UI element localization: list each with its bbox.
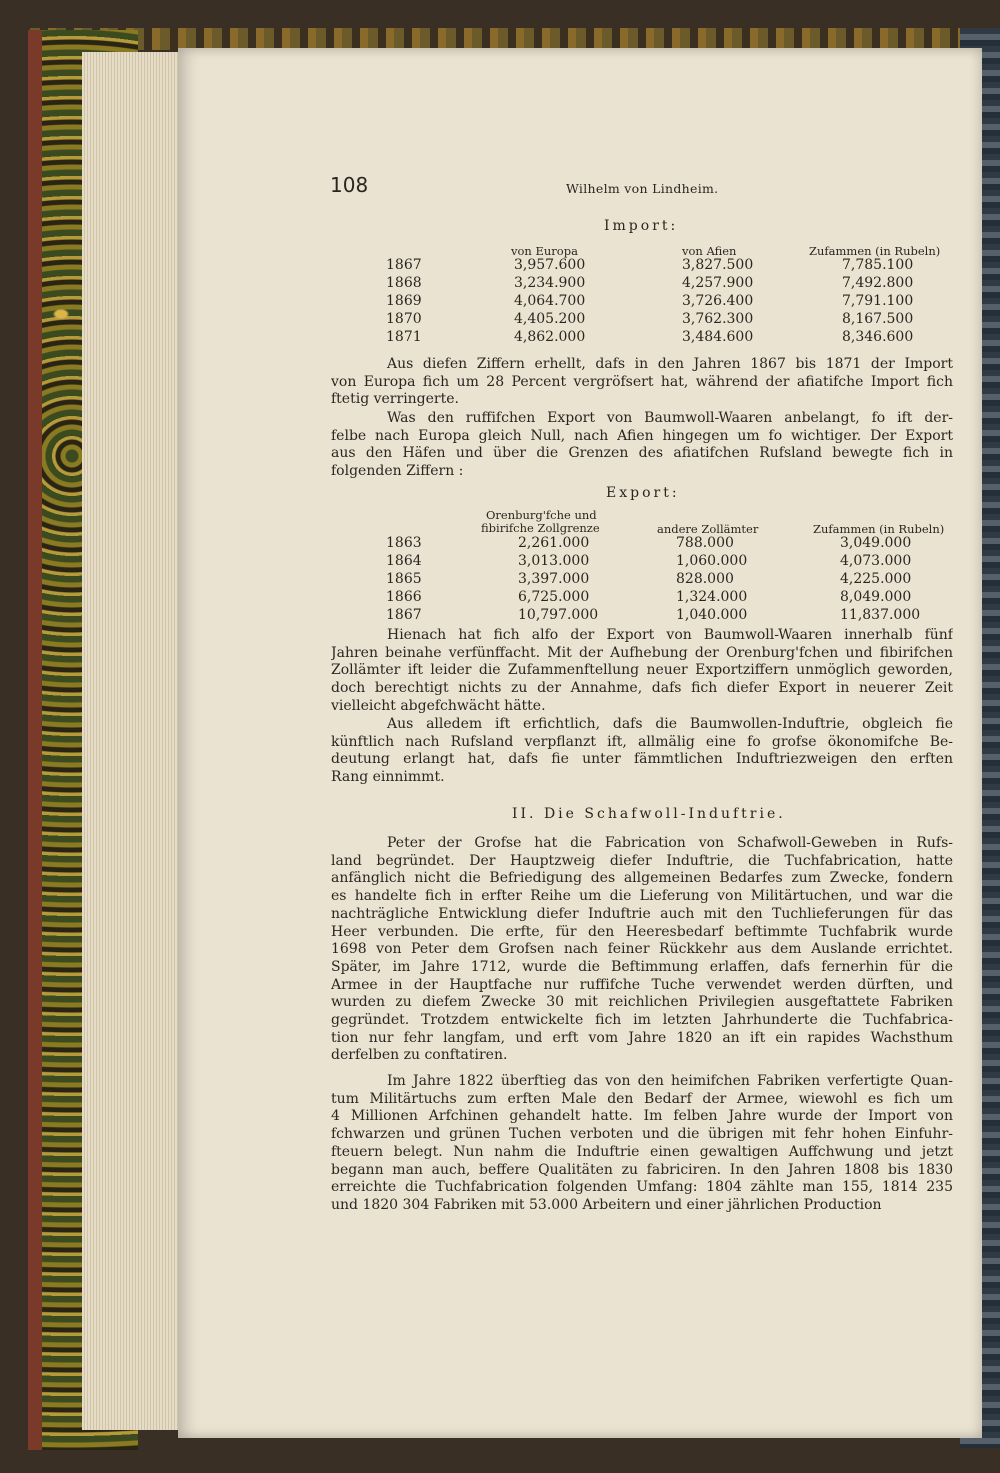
export-cell-total: 8,049.000 bbox=[840, 589, 912, 606]
cover-top-edge bbox=[30, 28, 980, 50]
import-cell-asien: 3,726.400 bbox=[682, 293, 754, 310]
export-cell-total: 3,049.000 bbox=[840, 535, 912, 551]
import-cell-asien: 3,827.500 bbox=[682, 257, 754, 273]
paragraph-peter-der-grosse bbox=[331, 835, 953, 1065]
import-col-asien: von Afien bbox=[682, 244, 737, 258]
import-cell-total: 7,791.100 bbox=[842, 293, 914, 310]
page-stack-edges bbox=[82, 52, 182, 1430]
import-cell-year: 1867 bbox=[386, 257, 422, 273]
import-cell-year: 1871 bbox=[386, 329, 422, 346]
export-heading: Export: bbox=[606, 485, 680, 501]
text-line: folgenden Ziffern : bbox=[331, 463, 464, 480]
import-col-europa: von Europa bbox=[511, 244, 578, 258]
text-line: deutung erlangt hat, dafs fie unter fämmtlichen Induftriezweigen den erften bbox=[331, 751, 953, 768]
export-col-orenburg-1: Orenburg'fche und bbox=[486, 508, 597, 522]
text-line: vielleicht abgefchwächt hätte. bbox=[331, 697, 546, 714]
export-cell-year: 1866 bbox=[386, 589, 422, 606]
import-cell-total: 8,167.500 bbox=[842, 311, 914, 328]
text-line: fteuern belegt. Nun nahm die Induftrie einen gewaltigen Auffchwung und jetzt bbox=[331, 1143, 953, 1160]
export-cell-orenburg: 2,261.000 bbox=[518, 535, 590, 551]
text-line: künftlich nach Rufsland verpflanzt ift, allmälig eine fo grofse ökonomifche Be- bbox=[331, 733, 953, 750]
text-line: Aus diefen Ziffern erhellt, dafs in den Jahren 1867 bis 1871 der Import bbox=[387, 356, 953, 372]
import-cell-total: 8,346.600 bbox=[842, 329, 914, 346]
export-cell-andere: 1,060.000 bbox=[676, 553, 748, 570]
export-cell-orenburg: 3,013.000 bbox=[518, 553, 590, 570]
text-line: aus den Häfen und über die Grenzen des afiatifchen Rufsland bewegte fich in bbox=[331, 445, 953, 462]
text-line: Was den ruffifchen Export von Baumwoll-Waaren anbelangt, fo ift der- bbox=[387, 410, 953, 426]
export-cell-andere: 828.000 bbox=[676, 571, 734, 588]
paragraph-1822 bbox=[331, 1073, 953, 1215]
paragraph-export-intro bbox=[331, 410, 953, 481]
text-line: wurden zu diefem Zwecke 30 mit reichlichen Privilegien ausgeftattete Fabriken bbox=[331, 994, 953, 1011]
text-line: derfelben zu conftatiren. bbox=[331, 1047, 508, 1064]
export-cell-total: 4,225.000 bbox=[840, 571, 912, 588]
export-col-orenburg-2: fibirifche Zollgrenze bbox=[481, 521, 600, 535]
export-cell-year: 1867 bbox=[386, 607, 422, 624]
paragraph-conclusion bbox=[331, 716, 953, 787]
import-heading: Import: bbox=[604, 218, 679, 234]
text-line: anfänglich nicht die Befriedigung des allgemeinen Bedarfes zum Zwecke, fondern bbox=[331, 870, 953, 887]
import-cell-year: 1869 bbox=[386, 293, 422, 310]
text-line: tum Militärtuchs zum erften Male den Bedarf der Armee, wiewohl es fich um bbox=[331, 1090, 953, 1107]
import-cell-europa: 4,064.700 bbox=[514, 293, 586, 310]
export-cell-andere: 1,040.000 bbox=[676, 607, 748, 624]
section-title: II. Die Schafwoll-Induftrie. bbox=[512, 806, 786, 822]
text-line: Aus alledem ift erfichtlich, dafs die Baumwollen-Induftrie, obgleich fie bbox=[387, 716, 953, 732]
import-cell-europa: 4,405.200 bbox=[514, 311, 586, 328]
import-cell-europa: 4,862.000 bbox=[514, 329, 586, 346]
text-line: Zollämter ift leider die Zufammenftellung neuer Exportziffern unmöglich geworden, bbox=[331, 662, 953, 679]
export-cell-orenburg: 6,725.000 bbox=[518, 589, 590, 606]
export-cell-total: 11,837.000 bbox=[840, 607, 921, 624]
text-line: es handelte fich in erfter Reihe um die Lieferung von Militärtuchen, und war die bbox=[331, 888, 953, 905]
import-col-total: Zufammen (in Rubeln) bbox=[809, 244, 941, 258]
text-line: Rang einnimmt. bbox=[331, 769, 445, 786]
text-line: Peter der Grofse hat die Fabrication von Schafwoll-Geweben in Rufs- bbox=[387, 835, 953, 851]
export-cell-andere: 1,324.000 bbox=[676, 589, 748, 606]
text-line: Heer verbunden. Die erfte, für den Heeresbedarf beftimmte Tuchfabrik wurde bbox=[331, 923, 953, 940]
running-title: Wilhelm von Lindheim. bbox=[566, 181, 719, 196]
page-number: 108 bbox=[330, 173, 369, 197]
import-cell-year: 1868 bbox=[386, 275, 422, 292]
import-cell-europa: 3,957.600 bbox=[514, 257, 586, 273]
text-line: nachträgliche Entwicklung diefer Induftrie auch mit den Tuchlieferungen für das bbox=[331, 905, 953, 922]
text-line: begann man auch, beffere Qualitäten zu fabriciren. In den Jahren 1808 bis 1830 bbox=[331, 1161, 953, 1178]
export-cell-year: 1864 bbox=[386, 553, 422, 570]
paragraph-export-summary bbox=[331, 627, 953, 716]
import-cell-asien: 3,762.300 bbox=[682, 311, 754, 328]
export-cell-year: 1863 bbox=[386, 535, 422, 551]
text-line: 4 Millionen Arfchinen gehandelt hatte. Im felben Jahre wurde der Import von bbox=[331, 1108, 953, 1125]
text-line: von Europa fich um 28 Percent vergröfsert hat, während der afiatifche Import fich bbox=[331, 373, 953, 390]
import-cell-year: 1870 bbox=[386, 311, 422, 328]
import-cell-europa: 3,234.900 bbox=[514, 275, 586, 292]
text-line: Jahren beinahe verfünffacht. Mit der Aufhebung der Orenburg'fchen und fibirifchen bbox=[331, 644, 953, 661]
text-line: ftetig verringerte. bbox=[331, 391, 459, 408]
text-line: und 1820 304 Fabriken mit 53.000 Arbeitern und einer jährlichen Production bbox=[331, 1196, 882, 1213]
text-line: Hienach hat fich alfo der Export von Baumwoll-Waaren innerhalb fünf bbox=[387, 627, 953, 643]
text-line: fchwarzen und grünen Tuchen verboten und die übrigen mit fehr hohen Einfuhr- bbox=[331, 1126, 953, 1143]
text-line: Im Jahre 1822 überftieg das von den heimifchen Fabriken verfertigte Quan- bbox=[387, 1073, 953, 1089]
export-cell-total: 4,073.000 bbox=[840, 553, 912, 570]
leather-spine bbox=[28, 30, 42, 1450]
text-line: felbe nach Europa gleich Null, nach Afien hingegen um fo wichtiger. Der Export bbox=[331, 427, 953, 444]
export-col-andere: andere Zollämter bbox=[657, 522, 759, 536]
export-col-total: Zufammen (in Rubeln) bbox=[813, 522, 945, 536]
text-line: doch berechtigt nichts zu der Annahme, dafs fich diefer Export in neuerer Zeit bbox=[331, 680, 953, 697]
export-cell-andere: 788.000 bbox=[676, 535, 734, 551]
text-line: gegründet. Trotzdem entwickelte fich im letzten Jahrhunderte die Tuchfabrica- bbox=[331, 1012, 953, 1029]
text-line: land begründet. Der Hauptzweig diefer Induftrie, die Tuchfabrication, hatte bbox=[331, 852, 953, 869]
export-cell-year: 1865 bbox=[386, 571, 422, 588]
text-line: Armee in der Hauptfache nur ruffifche Tuche verwendet werden dürften, und bbox=[331, 976, 953, 993]
paragraph-import-summary bbox=[331, 356, 953, 409]
text-line: Später, im Jahre 1712, wurde die Beftimmung erlaffen, dafs fernerhin für die bbox=[331, 958, 953, 975]
import-cell-total: 7,492.800 bbox=[842, 275, 914, 292]
import-cell-asien: 3,484.600 bbox=[682, 329, 754, 346]
export-cell-orenburg: 3,397.000 bbox=[518, 571, 590, 588]
export-cell-orenburg: 10,797.000 bbox=[518, 607, 599, 624]
text-line: tion nur fehr langfam, und erft vom Jahre 1820 an ift ein rapides Wachsthum bbox=[331, 1029, 953, 1046]
text-line: erreichte die Tuchfabrication folgenden Umfang: 1804 zählte man 155, 1814 235 bbox=[331, 1179, 953, 1196]
text-line: 1698 von Peter dem Grofsen nach feiner Rückkehr aus dem Auslande errichtet. bbox=[331, 941, 953, 958]
import-cell-asien: 4,257.900 bbox=[682, 275, 754, 292]
import-cell-total: 7,785.100 bbox=[842, 257, 914, 273]
